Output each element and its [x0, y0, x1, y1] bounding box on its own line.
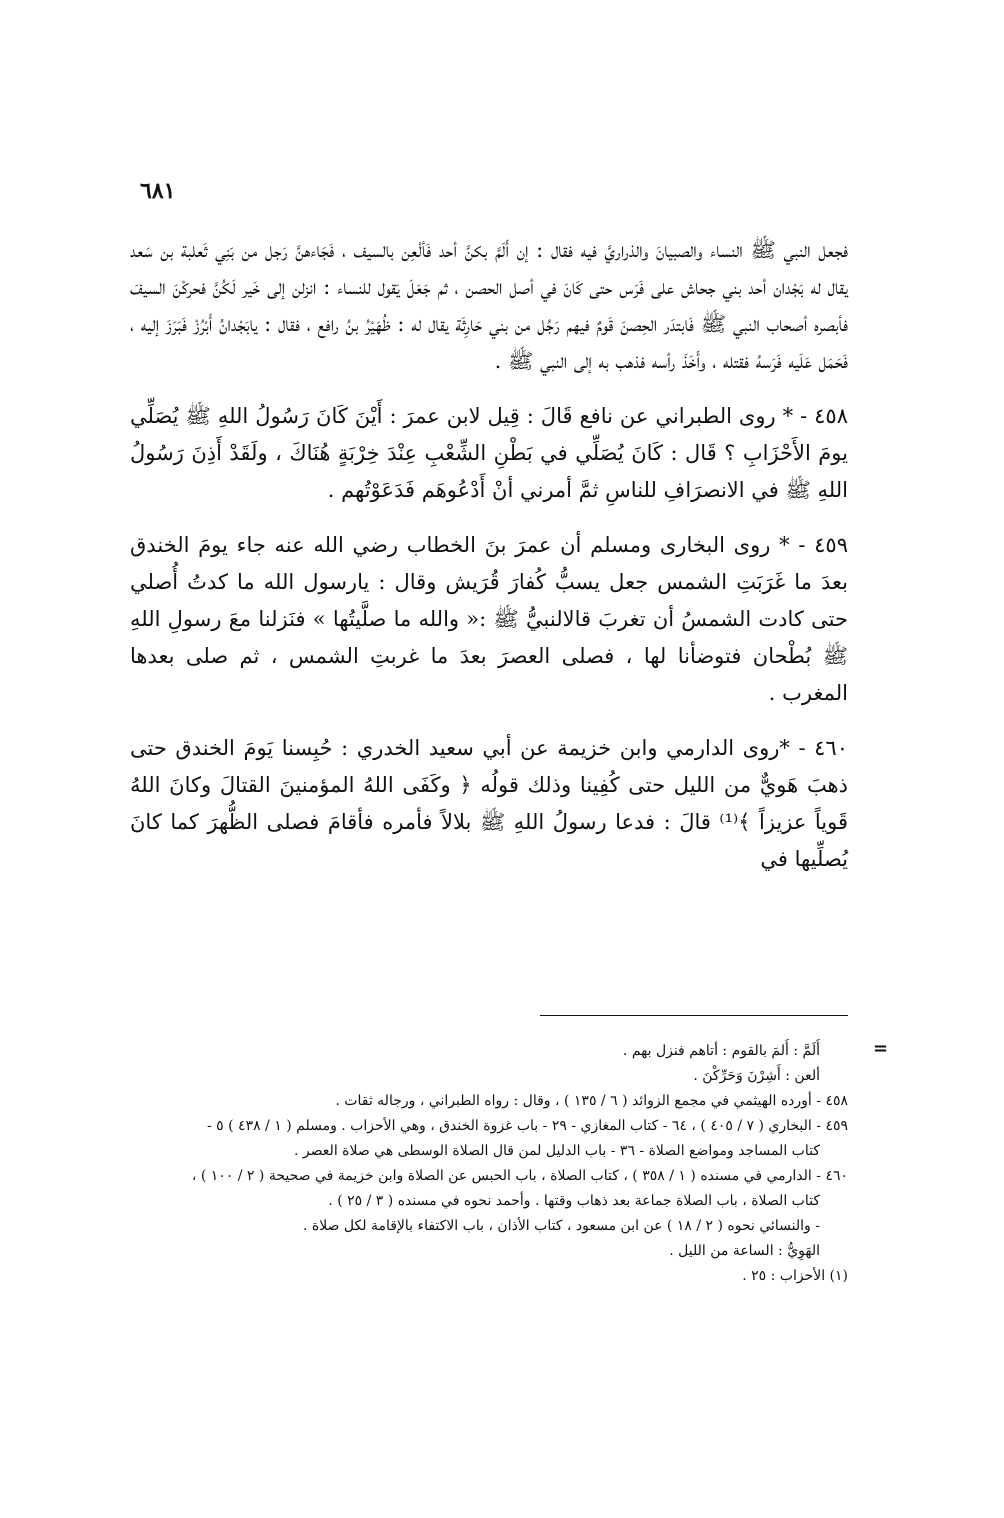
footnote-line: - والنسائي نحوه ( ٢ / ١٨ ) عن ابن مسعود ، كتاب الأذان ، باب الاكتفاء بالإقامة لكل صلاة . — [302, 1218, 820, 1234]
footnote-line: ٤٥٩ - البخاري ( ٧ / ٤٠٥ ) ، ٦٤ - كتاب المغازي - ٢٩ - باب غزوة الخندق ، وهي الأحزاب . ومسلم ( ١ / ٤٣٨ ) ٥ - — [206, 1118, 848, 1134]
footnote-line: الهَوِيُّ : الساعة من الليل . — [669, 1243, 820, 1259]
footnote-line: ٤٥٨ - أورده الهيثمي في مجمع الزوائد ( ٦ / ١٣٥ ) ، وقال : رواه الطبراني ، ورجاله ثقات . — [335, 1093, 848, 1109]
footnote-line: ألعن : أَشِرْنَ وَحَرِّكْنَ . — [693, 1068, 820, 1084]
footnote-line: كتاب الصلاة ، باب الصلاة جماعة بعد ذهاب وقتها . وأحمد نحوه في مسنده ( ٣ / ٢٥ ) . — [328, 1193, 820, 1209]
paragraph-intro: فجعل النبي ﷺ النساء والصبيانَ والذراريَّ فيه فقال : إن أَلَمَّ بكنَّ أحد فَألْعِن بالسيف ، فَجَاءهنَّ رَجل من بَنِي ثَعلبة بن سَعد يقال له بَجْدان أحد بني جحاش على فَرَس حتى كَانَ في أصل الحصن ، ثم جَعَلَ يَقول للنساء : انزلن إلى خَير لَكُنَّ فحركْنَ السيفَ فأبصره أصحاب النبي ﷺ فَابتدَر الحِصنَ قَومٌ فيهم رَجُل من بني حَارِثَة يقال له : ظُهَيْرُ بنُ رافع ، فقال : يابَجْدانُ أَبْرُزْ فَبَرَزَ إليه ، فَحَمَل عَلَيه فَرَسهُ فقتله ، وأَخَذَ رأسه فذهب به إلى النبي ﷺ . — [130, 238, 848, 373]
paragraph-458: ٤٥٨ - * روى الطبراني عن نافع قَالَ : قِيل لابن عمرَ : أَيْنَ كَانَ رَسُولُ اللهِ ﷺ يُصَلِّي يومَ الأَحْزَابِ ؟ قَال : كَانَ يُصَلِّي في بَطْنِ الشِّعْبِ عِنْدَ خِرْبَةٍ هُنَاكَ ، ولَقَدْ أَذِنَ رَسُولُ اللهِ ﷺ في الانصرَافِ للناسِ ثمَّ أمرني أنْ أَدْعُوهَم فَدَعَوْتُهم . — [130, 404, 848, 502]
main-text — [130, 232, 848, 896]
footnote-line: أَلَمَّ : أَلمَ بالقوم : أتاهم فنزل بهم . — [622, 1043, 820, 1059]
paragraph-459: ٤٥٩ - * روى البخارى ومسلم أن عمرَ بنَ الخطاب رضي الله عنه جاء يومَ الخندق بعدَ ما غَرَبَتِ الشمس جعل يسبُّ كُفارَ قُرَيش وقال : يارسول الله ما كدتُ أُصلي حتى كادت الشمسُ أن تغربَ قالالنبيُّ ﷺ :« والله ما صلَّيتُها » فنَزلنا معَ رسولِ اللهِ ﷺ بُطْحان فتوضأنا لها ، فصلى العصرَ بعدَ ما غربتِ الشمس ، ثم صلى بعدها المغرب . — [130, 533, 848, 705]
footnote-line: ٤٦٠ - الدارمي في مسنده ( ١ / ٣٥٨ ) ، كتاب الصلاة ، باب الحبس عن الصلاة وابن خزيمة في صحيحة ( ٢ / ١٠٠ ) ، — [191, 1168, 848, 1184]
page-number: ٦٨١ — [140, 178, 176, 204]
footnote-line: (١) الأحزاب : ٢٥ . — [742, 1268, 848, 1284]
footnote-line: كتاب المساجد ومواضع الصلاة - ٣٦ - باب الدليل لمن قال الصلاة الوسطى هي صلاة العصر . — [294, 1143, 820, 1159]
footnotes — [130, 1040, 848, 1290]
continuation-mark: = — [873, 1038, 889, 1059]
footnote-separator — [540, 1015, 848, 1016]
paragraph-460: ٤٦٠ - *روى الدارمي وابن خزيمة عن أبي سعيد الخدري : حُبِسنا يَومَ الخندق حتى ذهبَ هَويٌّ من الليل حتى كُفِينا وذلك قولُه ﴿ وكَفَى اللهُ المؤمنينَ القتالَ وكانَ اللهُ قَوياً عزيزاً ﴾⁽¹⁾ قالَ : فدعا رسولُ اللهِ ﷺ بلالاً فأمره فأقامَ فصلى الظُّهرَ كما كانَ يُصلِّيها في — [130, 736, 849, 871]
